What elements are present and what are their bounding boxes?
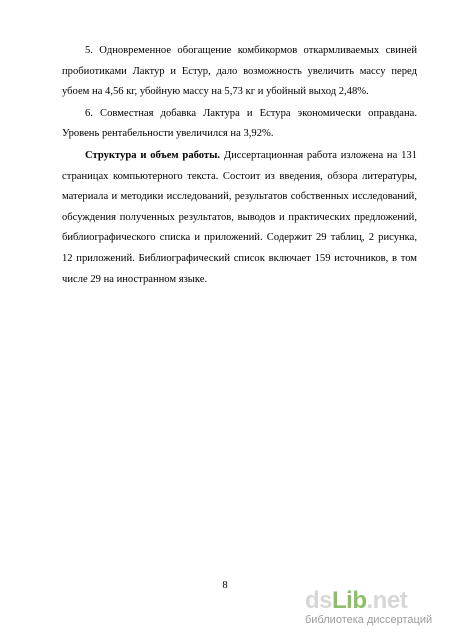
page-number: 8 — [222, 580, 228, 591]
document-body — [62, 41, 417, 291]
paragraph-text: 5. Одновременное обогащение комбикормов откармливаемых свиней пробиотиками Лактур и Естур, дало возможность увеличить массу перед убоем на 4,56 кг, убойную массу на 5,73 кг и убойный выход 2,48%. — [62, 45, 417, 98]
watermark-subtitle: библиотека диссертаций — [305, 614, 433, 626]
logo-ds: ds — [305, 587, 333, 614]
logo-lib: Lib — [332, 587, 367, 614]
paragraph-text: Диссертационная работа изложена на 131 страницах компьютерного текста. Состоит из введения, обзора литературы, материала и методики исследований, результатов собственных исследований, обсуждения полученных результатов, выводов и практических предложений, библиографического списка и приложений. Содержит 29 таблиц, 2 рисунка, 12 приложений. Библиографический список включает 159 источников, в том числе 29 на иностранном языке. — [62, 149, 417, 285]
watermark-logo — [305, 588, 445, 614]
paragraph-conclusion-6 — [62, 104, 417, 145]
watermark — [305, 588, 445, 627]
paragraph-conclusion-5 — [62, 41, 417, 103]
logo-net: .net — [366, 587, 408, 614]
paragraph-heading: Структура и объем работы. — [85, 149, 221, 161]
paragraph-structure — [62, 146, 417, 290]
paragraph-text: 6. Совместная добавка Лактура и Естура экономически оправдана. Уровень рентабельности увеличился на 3,92%. — [62, 107, 417, 140]
